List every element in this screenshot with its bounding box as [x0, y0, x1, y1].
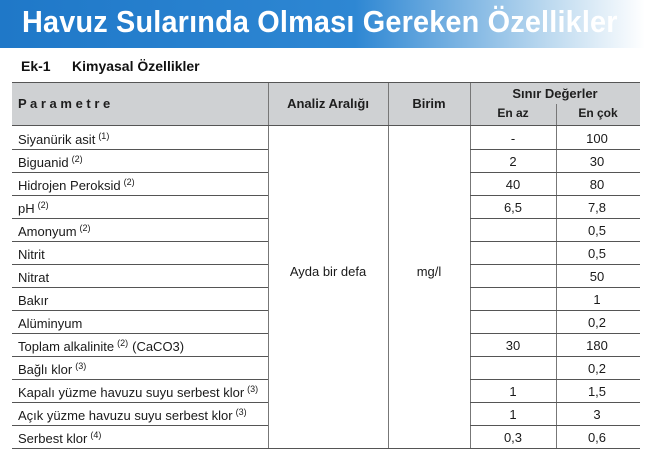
row-divider	[470, 218, 640, 219]
row-divider	[470, 425, 640, 426]
header-en-cok: En çok	[578, 106, 618, 120]
parameter-name: Kapalı yüzme havuzu suyu serbest klor	[18, 385, 245, 400]
section-title: Kimyasal Özellikler	[72, 58, 200, 74]
min-value: 2	[509, 154, 517, 169]
parameter-cell	[18, 338, 184, 354]
row-divider	[12, 195, 268, 196]
max-value: 0,2	[587, 361, 607, 376]
footnote-ref: (2)	[79, 223, 91, 233]
row-divider	[470, 356, 640, 357]
table-row	[12, 150, 640, 173]
row-divider	[470, 333, 640, 334]
row-divider	[12, 356, 268, 357]
min-value: 40	[505, 177, 521, 192]
parameter-name: Bağlı klor	[18, 362, 73, 377]
footnote-ref: (2)	[71, 154, 83, 164]
footnote-ref: (3)	[75, 361, 87, 371]
parameter-name: pH	[18, 201, 35, 216]
row-divider	[470, 264, 640, 265]
parameter-name: Hidrojen Peroksid	[18, 178, 121, 193]
row-divider	[12, 82, 640, 83]
table-row	[12, 426, 640, 449]
parameter-name: Bakır	[18, 293, 49, 308]
min-value: 0,3	[503, 430, 523, 445]
footnote-ref: (2)	[37, 200, 49, 210]
min-value: 1	[509, 407, 517, 422]
parameter-name: Nitrit	[18, 247, 45, 262]
table-row	[12, 127, 640, 150]
row-divider	[470, 241, 640, 242]
row-divider	[12, 149, 268, 150]
table-row	[12, 173, 640, 196]
footnote-ref: (3)	[235, 407, 247, 417]
max-value: 80	[589, 177, 605, 192]
header-birim: Birim	[412, 96, 446, 111]
parameter-cell	[18, 131, 113, 147]
max-value: 0,5	[587, 246, 607, 261]
row-divider	[12, 448, 640, 449]
parameter-cell	[18, 269, 56, 285]
max-value: 3	[593, 407, 601, 422]
parameter-name: Alüminyum	[18, 316, 83, 331]
row-divider	[12, 264, 268, 265]
parameter-name: Nitrat	[18, 270, 50, 285]
min-value: 30	[505, 338, 521, 353]
row-divider	[470, 402, 640, 403]
parameter-cell	[18, 315, 89, 331]
parameter-name: Siyanürik asit	[18, 132, 96, 147]
row-divider	[12, 287, 268, 288]
row-divider	[12, 125, 640, 126]
header-analiz: Analiz Aralığı	[287, 96, 369, 111]
footnote-ref: (4)	[90, 430, 102, 440]
properties-table	[12, 82, 640, 450]
row-divider	[470, 379, 640, 380]
birim-value: mg/l	[416, 264, 442, 279]
footnote-ref: (3)	[247, 384, 259, 394]
parameter-name: Biguanid	[18, 155, 69, 170]
row-divider	[470, 195, 640, 196]
max-value: 100	[586, 131, 608, 146]
parameter-suffix: (CaCO3)	[132, 339, 185, 354]
max-value: 1	[593, 292, 601, 307]
parameter-cell	[18, 361, 90, 377]
header-sinir: Sınır Değerler	[512, 86, 598, 101]
max-value: 0,6	[587, 430, 607, 445]
page-title: Havuz Sularında Olması Gereken Özellikler	[22, 4, 618, 39]
max-value: 50	[589, 269, 605, 284]
table-row	[12, 288, 640, 311]
min-value: -	[510, 131, 516, 146]
parameter-cell	[18, 430, 105, 446]
max-value: 1,5	[587, 384, 607, 399]
parameter-cell	[18, 154, 87, 170]
footnote-ref: (2)	[117, 338, 129, 348]
max-value: 30	[589, 154, 605, 169]
parameter-name: Açık yüzme havuzu suyu serbest klor	[18, 408, 233, 423]
table-row	[12, 403, 640, 426]
row-divider	[470, 172, 640, 173]
row-divider	[470, 287, 640, 288]
header-parametre: P a r a m e t r e	[18, 96, 111, 111]
table-row	[12, 219, 640, 242]
parameter-name: Serbest klor	[18, 431, 88, 446]
parameter-name: Toplam alkalinite	[18, 339, 115, 354]
row-divider	[12, 333, 268, 334]
parameter-cell	[18, 177, 139, 193]
row-divider	[12, 310, 268, 311]
table-row	[12, 357, 640, 380]
max-value: 0,5	[587, 223, 607, 238]
min-value: 6,5	[503, 200, 523, 215]
table-row	[12, 242, 640, 265]
analiz-value: Ayda bir defa	[289, 264, 367, 279]
title-banner	[0, 0, 645, 48]
row-divider	[12, 172, 268, 173]
header-en-az: En az	[497, 106, 529, 120]
parameter-cell	[18, 384, 262, 400]
footnote-ref: (2)	[123, 177, 135, 187]
table-row	[12, 334, 640, 357]
max-value: 7,8	[587, 200, 607, 215]
min-value: 1	[509, 384, 517, 399]
row-divider	[470, 310, 640, 311]
row-divider	[12, 425, 268, 426]
table-row	[12, 311, 640, 334]
table-row	[12, 380, 640, 403]
parameter-cell	[18, 246, 52, 262]
parameter-cell	[18, 292, 55, 308]
row-divider	[470, 149, 640, 150]
footnote-ref: (1)	[98, 131, 110, 141]
section-code: Ek-1	[21, 58, 51, 74]
parameter-cell	[18, 200, 53, 216]
max-value: 0,2	[587, 315, 607, 330]
row-divider	[12, 241, 268, 242]
parameter-cell	[18, 407, 251, 423]
parameter-name: Amonyum	[18, 224, 77, 239]
parameter-cell	[18, 223, 95, 239]
row-divider	[12, 402, 268, 403]
row-divider	[12, 379, 268, 380]
row-divider	[12, 218, 268, 219]
max-value: 180	[586, 338, 608, 353]
table-row	[12, 196, 640, 219]
